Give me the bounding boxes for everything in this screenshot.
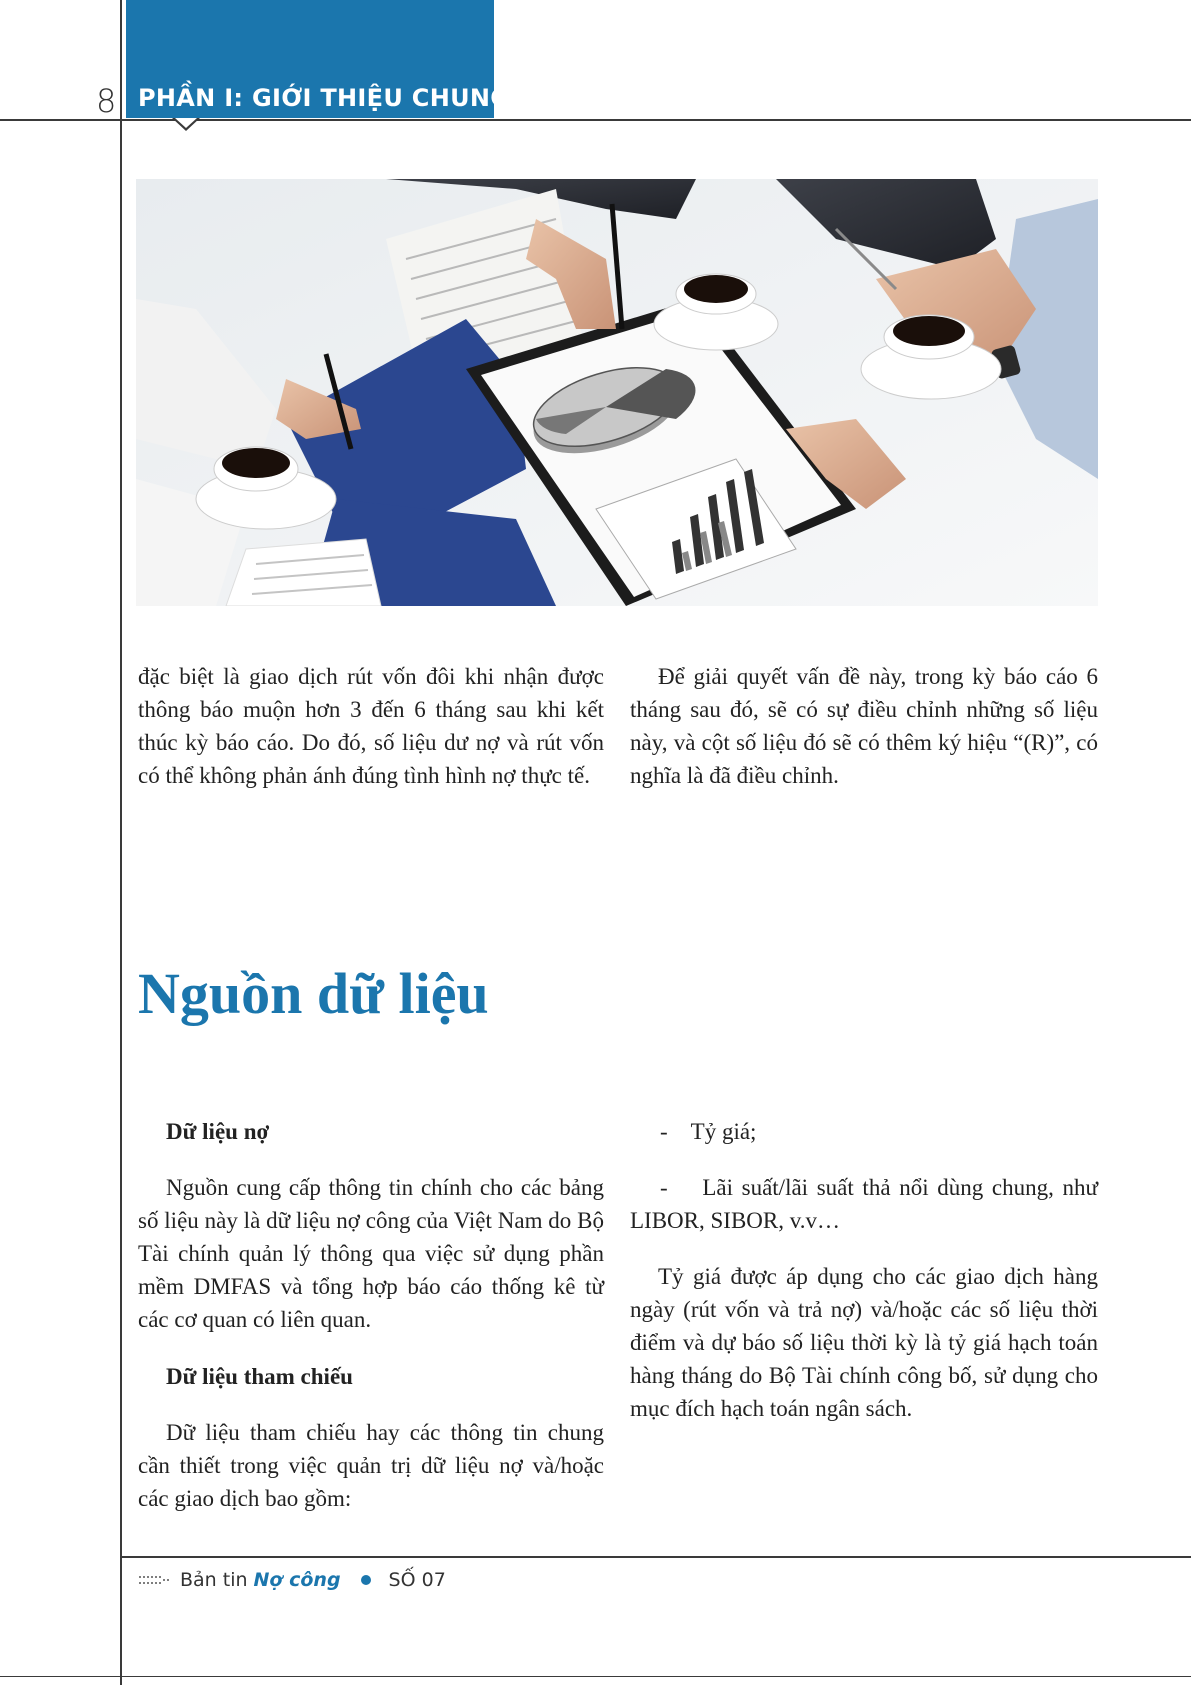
section-label: PHẦN I: GIỚI THIỆU CHUNG <box>138 84 511 112</box>
page-footer <box>138 1568 446 1592</box>
footer-dot-icon <box>361 1575 371 1585</box>
page-number: 8 <box>96 82 117 120</box>
header-pointer-inner <box>175 118 197 128</box>
dotted-pattern-icon <box>138 1573 172 1587</box>
list-item: - Tỷ giá; <box>660 1119 757 1144</box>
reference-data-heading: Dữ liệu tham chiếu <box>166 1364 353 1389</box>
left-margin-rule <box>120 0 122 1685</box>
footer-rule <box>120 1556 1191 1558</box>
list-item: - Lãi suất/lãi suất thả nổi dùng chung, như LIBOR, SIBOR, v.v… <box>630 1175 1098 1233</box>
intro-right-paragraph: Để giải quyết vấn đề này, trong kỳ báo cáo 6 tháng sau đó, sẽ có sự điều chỉnh những số liệu này, và cột số liệu đó sẽ có thêm ký hiệu “(R)”, có nghĩa là đã điều chỉnh. <box>630 664 1098 788</box>
section-title: Nguồn dữ liệu <box>138 961 489 1026</box>
footer-issue-number: SỐ 07 <box>388 1569 446 1591</box>
footer-brand: Nợ công <box>253 1569 341 1591</box>
intro-left-paragraph: đặc biệt là giao dịch rút vốn đôi khi nhận được thông báo muộn hơn 3 đến 6 tháng sau khi kết thúc kỳ báo cáo. Do đó, số liệu dư nợ và rút vốn có thể không phản ánh đúng tình hình nợ thực tế. <box>138 664 604 788</box>
debt-data-heading: Dữ liệu nợ <box>166 1119 270 1144</box>
exchange-rate-paragraph: Tỷ giá được áp dụng cho các giao dịch hàng ngày (rút vốn và trả nợ) và/hoặc các số liệu thời điểm và dự báo số liệu thời kỳ là tỷ giá hạch toán hàng tháng do Bộ Tài chính công bố, sử dụng cho mục đích hạch toán ngân sách. <box>630 1264 1098 1421</box>
reference-data-paragraph: Dữ liệu tham chiếu hay các thông tin chung cần thiết trong việc quản trị dữ liệu nợ và/hoặc các giao dịch bao gồm: <box>138 1420 604 1511</box>
bottom-rule <box>0 1676 1191 1677</box>
photo-illustration <box>136 179 1098 606</box>
business-meeting-photo <box>136 179 1098 606</box>
debt-data-paragraph: Nguồn cung cấp thông tin chính cho các bảng số liệu này là dữ liệu nợ công của Việt Nam do Bộ Tài chính quản lý thông qua việc sử dụng phần mềm DMFAS và tổng hợp báo cáo thống kê từ các cơ quan có liên quan. <box>138 1175 604 1332</box>
footer-prefix: Bản tin <box>180 1569 248 1591</box>
